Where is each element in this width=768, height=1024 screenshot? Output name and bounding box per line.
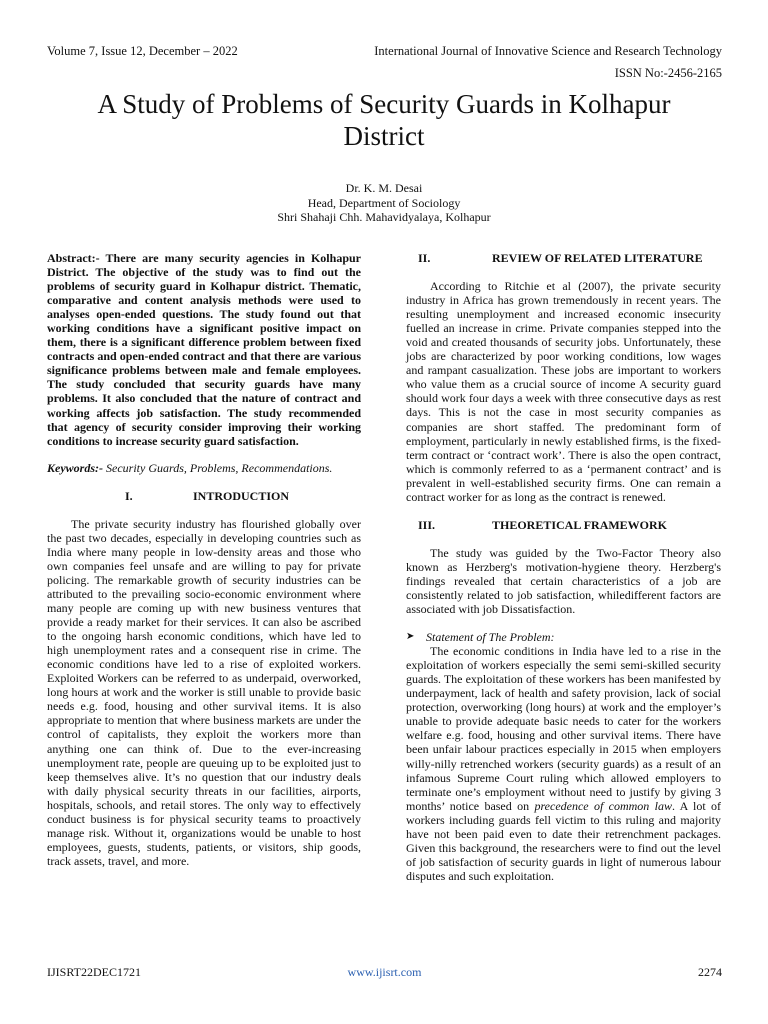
arrow-bullet-icon: ➤ <box>406 631 415 643</box>
problem-text-part2: . A lot of workers including guards fell victim to this ruling and majority have not been paid even to date their retrenchment packages. Given this background, the researchers were to find out the level of job satisfaction of security guards in light of numerous labour disputes and such exploitation. <box>406 798 721 883</box>
page-number: 2274 <box>698 965 722 979</box>
subheading-statement-of-problem <box>406 630 721 644</box>
review-text: According to Ritchie et al (2007), the private security industry in Africa has grown tremendously in recent years. The resulting unemployment and increased economic insecurity fuelled an increase in crime. Private companies stepped into the void and created thousands of security jobs. Unfortunately, these jobs are characterized by poor working conditions, low wages and rampant casualization. These jobs are important to workers who value them as a crucial source of income A security guard should work four days a week with three consecutive days as rest days. This is not the case in most security companies as companies are short staffed. The predominant form of employment, particularly in newly established firms, is the fixed-term contract or ‘contract work’. There is also the open contract, which is commonly referred to as a ‘permanent contract’ and is prevalent in well-established security firms. One can remain a contract worker for as long as the contract is renewed. <box>406 279 721 504</box>
abstract-text: There are many security agencies in Kolhapur District. The objective of the study was to find out the problems of security guard in Kolhapur district. Thematic, comparative and content analysis methods were used to analyses open-ended questions. The study found out that working conditions have a significant positive impact on them, there is a significant difference problem between fixed contracts and open-ended contract and that there are various significance problems between male and female employees. The study concluded that security guards have many problems. It also concluded that the nature of contract and working affects job satisfaction. The study recommended that agency of security consider improving their working conditions to increase security guard satisfaction. <box>47 251 361 448</box>
problem-text <box>406 644 721 883</box>
abstract-label: Abstract:- <box>47 251 100 265</box>
section-number: III. <box>418 517 436 532</box>
volume-issue: Volume 7, Issue 12, December – 2022 <box>47 44 238 58</box>
right-column <box>406 251 721 883</box>
introduction-text: The private security industry has flourished globally over the past two decades, especially in developing countries such as India where many people in low-density areas and those who own companies feel unsafe and are willing to pay for private policing. The remarkable growth of security industries can be attributed to the prevailing socio-economic environment where many people are coming up with new business ventures that provide a ready market for their services. It can also be ascribed to the ongoing harsh economic conditions, which have led to high unemployment rates and a consequent rise in crime. The economic conditions have led to a rise of exploited workers. Exploited Workers can be referred to as underpaid, overworked, long hours at work and the worker is still unable to provide basic needs e.g. food, housing and other survival items. It is also appropriate to mention that where business markets are under the control of capitalists, they exploit the workers more than anything one can think of. Due to the ever-increasing unemployment rate, people are queuing up to be exploited just to keep themselves alive. It’s no question that our industry deals with daily physical security threats in our facilities, airports, hospitals, schools, and retail stores. The only way to effectively conduct business is for physical security teams to proactively manage risk. Without it, organizations would be unable to host employees, guests, students, patients, or visitors, ship goods, track assets, travel, and more. <box>47 516 361 868</box>
keywords <box>47 461 361 475</box>
website-link[interactable]: www.ijisrt.com <box>347 965 422 979</box>
journal-name: International Journal of Innovative Science and Research Technology <box>374 44 722 58</box>
section-number: II. <box>418 251 431 265</box>
author-institution: Shri Shahaji Chh. Mahavidyalaya, Kolhapur <box>277 210 491 224</box>
abstract <box>47 251 361 448</box>
author-block <box>0 181 768 225</box>
section-number: I. <box>125 488 133 503</box>
section-title: INTRODUCTION <box>193 488 290 503</box>
author-name: Dr. K. M. Desai <box>345 181 423 195</box>
article-code: IJISRT22DEC1721 <box>47 965 141 979</box>
keywords-label: Keywords:- <box>47 460 103 475</box>
paper-title: A Study of Problems of Security Guards in Kolhapur District <box>97 89 671 151</box>
section-title: REVIEW OF RELATED LITERATURE <box>492 251 703 265</box>
keywords-text: Security Guards, Problems, Recommendations. <box>106 460 333 475</box>
section-heading-framework <box>406 518 721 532</box>
problem-text-part1: The economic conditions in India have led to a rise in the exploitation of workers especially the semi semi-skilled security guards. The exploitation of these workers has been manifested by underpayment, lack of health and safety provision, lack of social protection, overworking (long hours) at work and the employer’s unable to provide adequate basic needs to cater for the workers welfare e.g. food, housing and other survival items. There have been unfair labour practices especially in 2015 when employers willy-nilly retrenched workers (security guards) as a result of an infamous Supreme Court ruling which allowed employers to terminate one’s employment without need to justify by giving 3 months’ notice based on <box>406 644 721 813</box>
left-column <box>47 251 361 868</box>
section-heading-review <box>406 251 721 265</box>
section-heading-introduction <box>47 489 361 503</box>
author-position: Head, Department of Sociology <box>307 195 461 210</box>
issn-number: ISSN No:-2456-2165 <box>614 66 722 80</box>
problem-text-italic: precedence of common law <box>534 798 672 813</box>
subheading-title: Statement of The Problem: <box>426 630 555 645</box>
framework-text: The study was guided by the Two-Factor Theory also known as Herzberg's motivation-hygiene theory. Herzberg's findings revealed that certain characteristics of a job are consistently related to job satisfaction, whiledifferent factors are associated with job Dissatisfaction. <box>406 545 721 617</box>
section-title: THEORETICAL FRAMEWORK <box>492 517 668 532</box>
